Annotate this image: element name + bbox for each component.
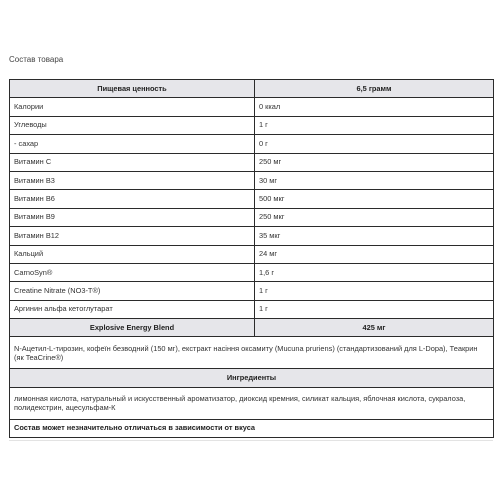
note-row	[10, 419, 494, 437]
nutrient-name: CarnoSyn®	[10, 263, 255, 281]
ingredients-text: лимонная кислота, натуральный и искусственный ароматизатор, диоксид кремния, силикат кальция, яблочная кислота, сукралоза, полидекстрин, ацесульфам-К	[10, 387, 494, 419]
table-row	[10, 135, 494, 153]
table-row	[10, 263, 494, 281]
nutrient-name: Витамин B12	[10, 227, 255, 245]
table-header-row	[10, 80, 494, 98]
nutrient-name: Аргинин альфа кетоглутарат	[10, 300, 255, 318]
blend-header-row	[10, 319, 494, 337]
nutrient-name: Кальций	[10, 245, 255, 263]
table-row	[10, 227, 494, 245]
nutrient-name: Витамин C	[10, 153, 255, 171]
nutrient-name: Витамин B9	[10, 208, 255, 226]
nutrient-name: Углеводы	[10, 116, 255, 134]
table-row	[10, 282, 494, 300]
nutrient-value: 1 г	[255, 300, 494, 318]
nutrient-value: 250 мг	[255, 153, 494, 171]
table-row	[10, 98, 494, 116]
nutrient-value: 35 мкг	[255, 227, 494, 245]
nutrient-name: Витамин B3	[10, 171, 255, 189]
nutrient-value: 30 мг	[255, 171, 494, 189]
blend-contents-row	[10, 337, 494, 369]
nutrient-name: - сахар	[10, 135, 255, 153]
nutrient-name: Калории	[10, 98, 255, 116]
nutrient-value: 1 г	[255, 116, 494, 134]
section-title: Состав товара	[9, 55, 64, 64]
nutrient-value: 0 г	[255, 135, 494, 153]
nutrient-value: 1 г	[255, 282, 494, 300]
header-nutrition-value: Пищевая ценность	[10, 80, 255, 98]
blend-amount: 425 мг	[255, 319, 494, 337]
nutrient-value: 500 мкг	[255, 190, 494, 208]
table-row	[10, 208, 494, 226]
table-row	[10, 245, 494, 263]
table-row	[10, 190, 494, 208]
nutrient-value: 250 мкг	[255, 208, 494, 226]
ingredients-header-row	[10, 369, 494, 387]
blend-contents: N-Ацетил-L-тирозин, кофеїн безводний (150 мг), екстракт насіння оксамиту (Mucuna pruriens) (стандартизований для L-Dopa), Теакрин (як TeaCrine®)	[10, 337, 494, 369]
table-row	[10, 153, 494, 171]
ingredients-row	[10, 387, 494, 419]
table-row	[10, 116, 494, 134]
ingredients-header: Ингредиенты	[10, 369, 494, 387]
blend-name: Explosive Energy Blend	[10, 319, 255, 337]
nutrition-table	[9, 79, 494, 438]
nutrient-name: Creatine Nitrate (NO3-T®)	[10, 282, 255, 300]
nutrient-name: Витамин B6	[10, 190, 255, 208]
table-row	[10, 300, 494, 318]
composition-note: Состав может незначительно отличаться в зависимости от вкуса	[10, 419, 494, 437]
header-serving-size: 6,5 грамм	[255, 80, 494, 98]
nutrient-value: 1,6 г	[255, 263, 494, 281]
table-row	[10, 171, 494, 189]
bottom-divider	[9, 440, 493, 441]
nutrient-value: 0 ккал	[255, 98, 494, 116]
nutrient-value: 24 мг	[255, 245, 494, 263]
